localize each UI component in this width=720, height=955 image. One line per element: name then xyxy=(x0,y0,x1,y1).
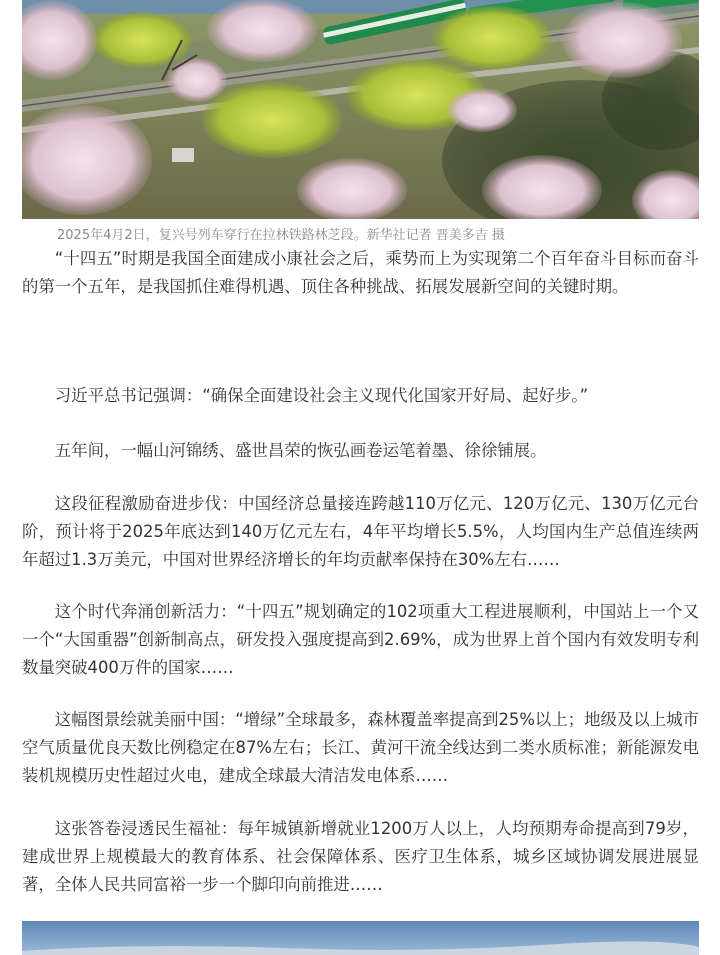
photo-caption: 2025年4月2日，复兴号列车穿行在拉林铁路林芝段。新华社记者 晋美多吉 摄 xyxy=(57,228,505,243)
article-paragraph: 这张答卷浸透民生福祉：每年城镇新增就业1200万人以上，人均预期寿命提高到79岁，建成世界上规模最大的教育体系、社会保障体系、医疗卫生体系，城乡区域协调发展进展显著，全体人民共同富裕一步一个脚印向前推进…… xyxy=(22,819,699,894)
article-paragraph: 这个时代奔涌创新活力：“十四五”规划确定的102项重大工程进展顺利，中国站上一个又一个“大国重器”创新制高点，研发投入强度提高到2.69%，成为世界上首个国内有效发明专利数量突破400万件的国家…… xyxy=(22,602,699,677)
article-paragraph: 这幅图景绘就美丽中国：“增绿”全球最多，森林覆盖率提高到25%以上；地级及以上城市空气质量优良天数比例稳定在87%左右；长江、黄河干流全线达到二类水质标准；新能源发电装机规模历史性超过火电，建成全球最大清洁发电体系…… xyxy=(22,710,699,785)
article-paragraph: 五年间，一幅山河锦绣、盛世昌荣的恢弘画卷运笔着墨、徐徐铺展。 xyxy=(54,441,547,460)
article-photo-bottom xyxy=(22,921,699,955)
train-blossom-photo xyxy=(22,0,699,219)
article-paragraph: “十四五”时期是我国全面建成小康社会之后，乘势而上为实现第二个百年奋斗目标而奋斗的第一个五年，是我国抓住难得机遇、顶住各种挑战、拓展发展新空间的关键时期。 xyxy=(22,249,699,296)
article-paragraph: 这段征程激励奋进步伐：中国经济总量接连跨越110万亿元、120万亿元、130万亿元台阶，预计将于2025年底达到140万亿元左右，4年平均增长5.5%，人均国内生产总值连续两年超过1.3万美元，中国对世界经济增长的年均贡献率保持在30%左右…… xyxy=(22,494,699,569)
article-paragraph: 习近平总书记强调：“确保全面建设社会主义现代化国家开好局、起好步。” xyxy=(54,386,589,405)
